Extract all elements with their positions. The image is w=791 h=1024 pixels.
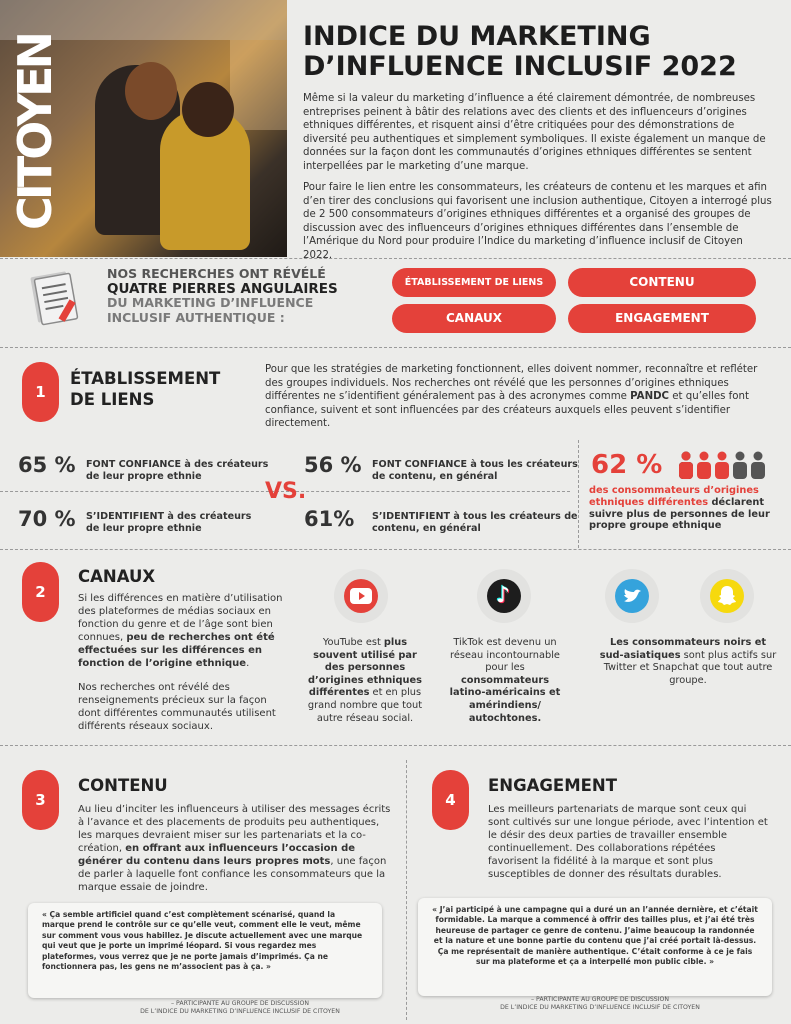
section-text: Au lieu d’inciter les influenceurs à utiliser des messages écrits à l’avance et des placements de produits peu authentiques, les marques devraient miser sur les partenariats et la co-création, en offrant aux influenceurs l’occasion de générer du contenu dans leurs propres mots, une façon de parler à laquelle font confiance les consommateurs que la marque essaie de joindre. — [78, 804, 391, 893]
divider — [578, 440, 579, 548]
section-text: Si les différences en matière d’utilisation des plateformes de médias sociaux en fonction du genre et de l’âge sont bien connues, peu de recherches ont été effectuées sur les différences en fonction de l’origine ethnique. — [78, 593, 283, 669]
quote-caption: – PARTICIPANTE AU GROUPE DE DISCUSSION DE L’INDICE DU MARKETING D’INFLUENCE INCLUSIF DE CITOYEN — [140, 1000, 340, 1015]
stat-label: S’IDENTIFIENT à tous les créateurs de contenu, en général — [372, 511, 578, 534]
stat-value: 62 % — [591, 450, 663, 480]
pillar-badge: ÉTABLISSEMENT DE LIENS — [392, 268, 556, 297]
section-title: CANAUX — [78, 567, 156, 586]
section-title: ENGAGEMENT — [488, 776, 617, 795]
versus-label: VS. — [265, 479, 307, 504]
people-icon — [678, 451, 770, 479]
divider — [0, 745, 791, 746]
quote-caption: – PARTICIPANTE AU GROUPE DE DISCUSSION DE L’INDICE DU MARKETING D’INFLUENCE INCLUSIF DE CITOYEN — [500, 996, 700, 1011]
tiktok-text: TikTok est devenu un réseau incontournable pour les consommateurs latino-américains et amérindiens/ autochtones. — [449, 637, 561, 724]
pillar-badge: CANAUX — [392, 304, 556, 333]
page-title: INDICE DU MARKETING D’INFLUENCE INCLUSIF 2022 — [303, 21, 737, 82]
section-text: Les meilleurs partenariats de marque sont ceux qui sont cultivés sur une longue période, avec l’intention et le désir des deux parties de travailler ensemble continuellement. Des collaborations répétées favorisent la fidélité à la marque et sont plus susceptibles de donner des résultats durables. — [488, 804, 768, 880]
section-text: Nos recherches ont révélé des renseignements précieux sur la façon dont différentes communautés utilisent différents réseaux sociaux. — [78, 682, 276, 732]
divider — [406, 760, 407, 1020]
section-number-badge: 2 — [22, 562, 59, 622]
pillar-badge: CONTENU — [568, 268, 756, 297]
research-heading: NOS RECHERCHES ONT RÉVÉLÉ QUATRE PIERRES ANGULAIRES DU MARKETING D’INFLUENCE INCLUSIF AUTHENTIQUE : — [107, 266, 338, 325]
stat-label: FONT CONFIANCE à tous les créateurs de contenu, en général — [372, 459, 578, 482]
section-text: Pour que les stratégies de marketing fonctionnent, elles doivent nommer, reconnaître et refléter des groupes individuels. Nos recherches ont révélé que les personnes d’origines ethniques différentes ne s’identifient généralement pas à des acronymes comme PANDC et qu’elles font confiance, suivent et sont influencées par des créateurs auxquels elles peuvent s’identifier directement. — [265, 364, 758, 430]
quote-box: « Ça semble artificiel quand c’est complètement scénarisé, quand la marque prend le contrôle sur ce qu’elle veut, comment elle le veut, même sur comment vous vous habillez. Je discute actuellement avec une marque qui veut que je porte un imprimé léopard. Si vous regardez mes plateformes, vous verrez que je ne porte jamais d’imprimés. Ça ne fonctionnera pas, les gens ne m’associent pas à ça. » — [28, 903, 382, 998]
twitter-icon — [605, 569, 659, 623]
stat-label: FONT CONFIANCE à des créateurs de leur propre ethnie — [86, 459, 269, 482]
section-number-badge: 3 — [22, 770, 59, 830]
intro-paragraph-1: Même si la valeur du marketing d’influence a été clairement démontrée, de nombreuses entreprises peinent à bâtir des relations avec des clients et des influenceurs d’origines ethniques différentes, et risquent ainsi d’être critiquées pour des démonstrations de diversité peu authentiques et simplement symboliques. Il existe également un manque de données sur la façon dont les communautés d’origines ethniques différentes se sentent interpellées par le marketing d’une marque. — [303, 93, 766, 172]
stat-value: 61% — [304, 507, 355, 531]
stat-label: des consommateurs d’origines ethniques différentes déclarent suivre plus de personnes de leur propre groupe ethnique — [589, 485, 770, 532]
divider — [0, 549, 791, 550]
youtube-icon — [334, 569, 388, 623]
intro-paragraph-2: Pour faire le lien entre les consommateurs, les créateurs de contenu et les marques et afin d’en tirer des conclusions qui favorisent une inclusion authentique, Citoyen a interrogé plus de 2 500 consommateurs d’origines ethniques différentes et a organisé des groupes de discussion avec des influenceurs d’origines ethniques différentes dans l’ensemble de l’Amérique du Nord pour produire l’Indice du marketing d’influence inclusif de Citoyen 2022. — [303, 182, 772, 261]
stat-value: 70 % — [18, 507, 76, 531]
twitter-snapchat-text: Les consommateurs noirs et sud-asiatiques sont plus actifs sur Twitter et Snapchat que tout autre groupe. — [599, 637, 777, 686]
youtube-text: YouTube est plus souvent utilisé par des personnes d’origines ethniques différentes et en plus grand nombre que tout autre réseau social. — [307, 637, 423, 724]
section-number-badge: 1 — [22, 362, 59, 422]
section-title: ÉTABLISSEMENT DE LIENS — [70, 369, 221, 409]
citoyen-logo: CITOYEN — [8, 35, 62, 230]
section-title: CONTENU — [78, 776, 168, 795]
quote-box: « J’ai participé à une campagne qui a duré un an l’année dernière, et c’était formidable. La marque a commencé à offrir des tailles plus, et j’ai été très heureuse de partager ce genre de contenu. J’aime beaucoup la randonnée et la nature et une bonne partie du contenu que j’ai créé portait là-dessus. Ça me représentait de manière authentique. C’était conforme à ce je fais sur ma plateforme et ça a interpellé mon public cible. » — [418, 898, 772, 996]
tiktok-icon: ♪ — [477, 569, 531, 623]
stat-label: S’IDENTIFIENT à des créateurs de leur propre ethnie — [86, 511, 252, 534]
section-number-badge: 4 — [432, 770, 469, 830]
hero-photo — [0, 0, 287, 257]
divider — [0, 258, 791, 259]
stat-value: 65 % — [18, 453, 76, 477]
pillar-badge: ENGAGEMENT — [568, 304, 756, 333]
snapchat-icon — [700, 569, 754, 623]
stat-value: 56 % — [304, 453, 362, 477]
divider — [0, 347, 791, 348]
document-icon — [28, 270, 82, 326]
